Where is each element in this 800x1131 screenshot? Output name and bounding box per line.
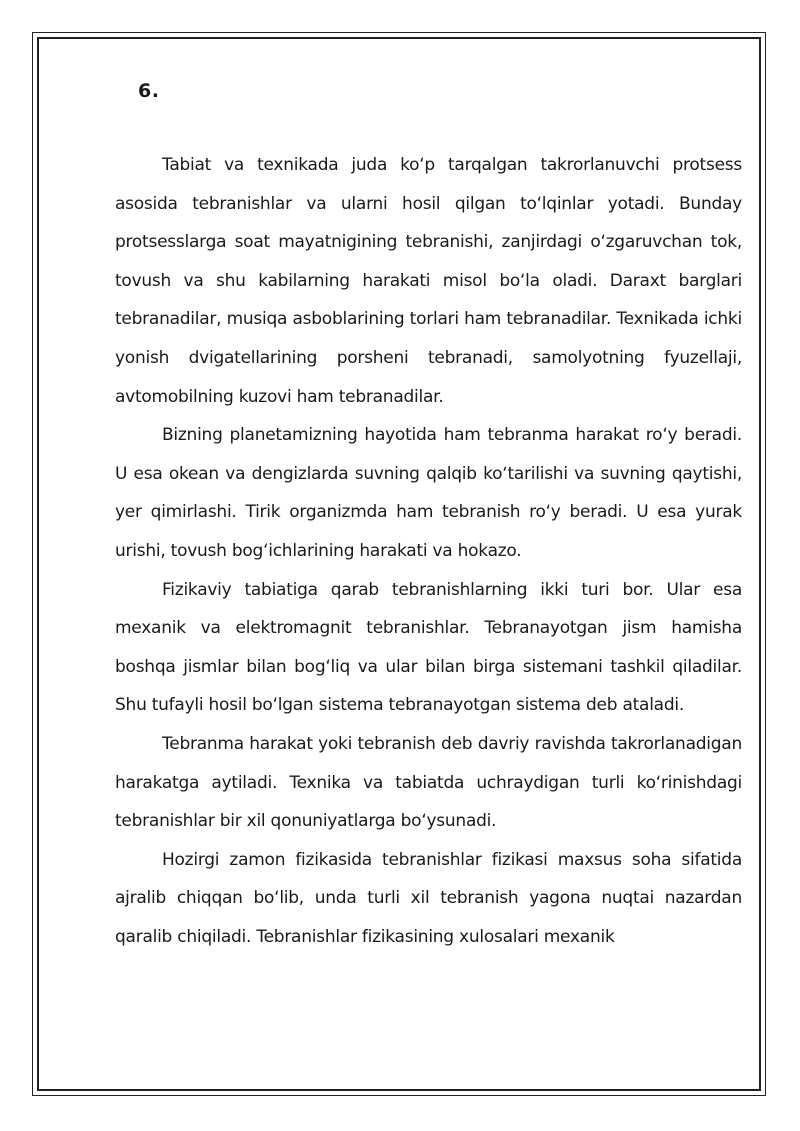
page-number: 6. [138,80,160,102]
paragraph: Tebranma harakat yoki tebranish deb davriy ravishda takrorlanadigan harakatga aytiladi. Texnika va tabiatda uchraydigan turli ko‘rinishdagi tebranishlar bir xil qonuniyatlarga bo‘ysunadi. [115,733,742,832]
paragraph: Fizikaviy tabiatiga qarab tebranishlarning ikki turi bor. Ular esa mexanik va elektromagnit tebranishlar. Tebranayotgan jism hamisha boshqa jismlar bilan bog‘liq va ular bilan birga sistemani tashkil qiladilar. Shu tufayli hosil bo‘lgan sistema tebranayotgan sistema deb ataladi. [115,579,742,716]
paragraph: Bizning planetamizning hayotida ham tebranma harakat ro‘y beradi. U esa okean va dengizlarda suvning qalqib ko‘tarilishi va suvning qaytishi, yer qimirlashi. Tirik organizmda ham tebranish ro‘y beradi. U esa yurak urishi, tovush bog‘ichlarining harakati va hokazo. [115,425,742,561]
paragraph: Tabiat va texnikada juda ko‘p tarqalgan takrorlanuvchi protsess asosida tebranishlar va ularni hosil qilgan to‘lqinlar yotadi. Bunday protsesslarga soat mayatnigining tebranishi, zanjirdagi o‘zgaruvchan tok, tovush va shu kabilarning harakati misol bo‘la oladi. Daraxt barglari tebranadilar, musiqa asboblarining torlari ham tebranadilar. Texnikada ichki yonish dvigatellarining porsheni tebranadi, samolyotning fyuzellaji, avtomobilning kuzovi ham tebranadilar. [115,155,742,407]
body-text [115,146,742,956]
paragraph: Hozirgi zamon fizikasida tebranishlar fizikasi maxsus soha sifatida ajralib chiqqan bo‘lib, unda turli xil tebranish yagona nuqtai nazardan qaralib chiqiladi. Tebranishlar fizikasining xulosalari mexanik [115,849,742,947]
